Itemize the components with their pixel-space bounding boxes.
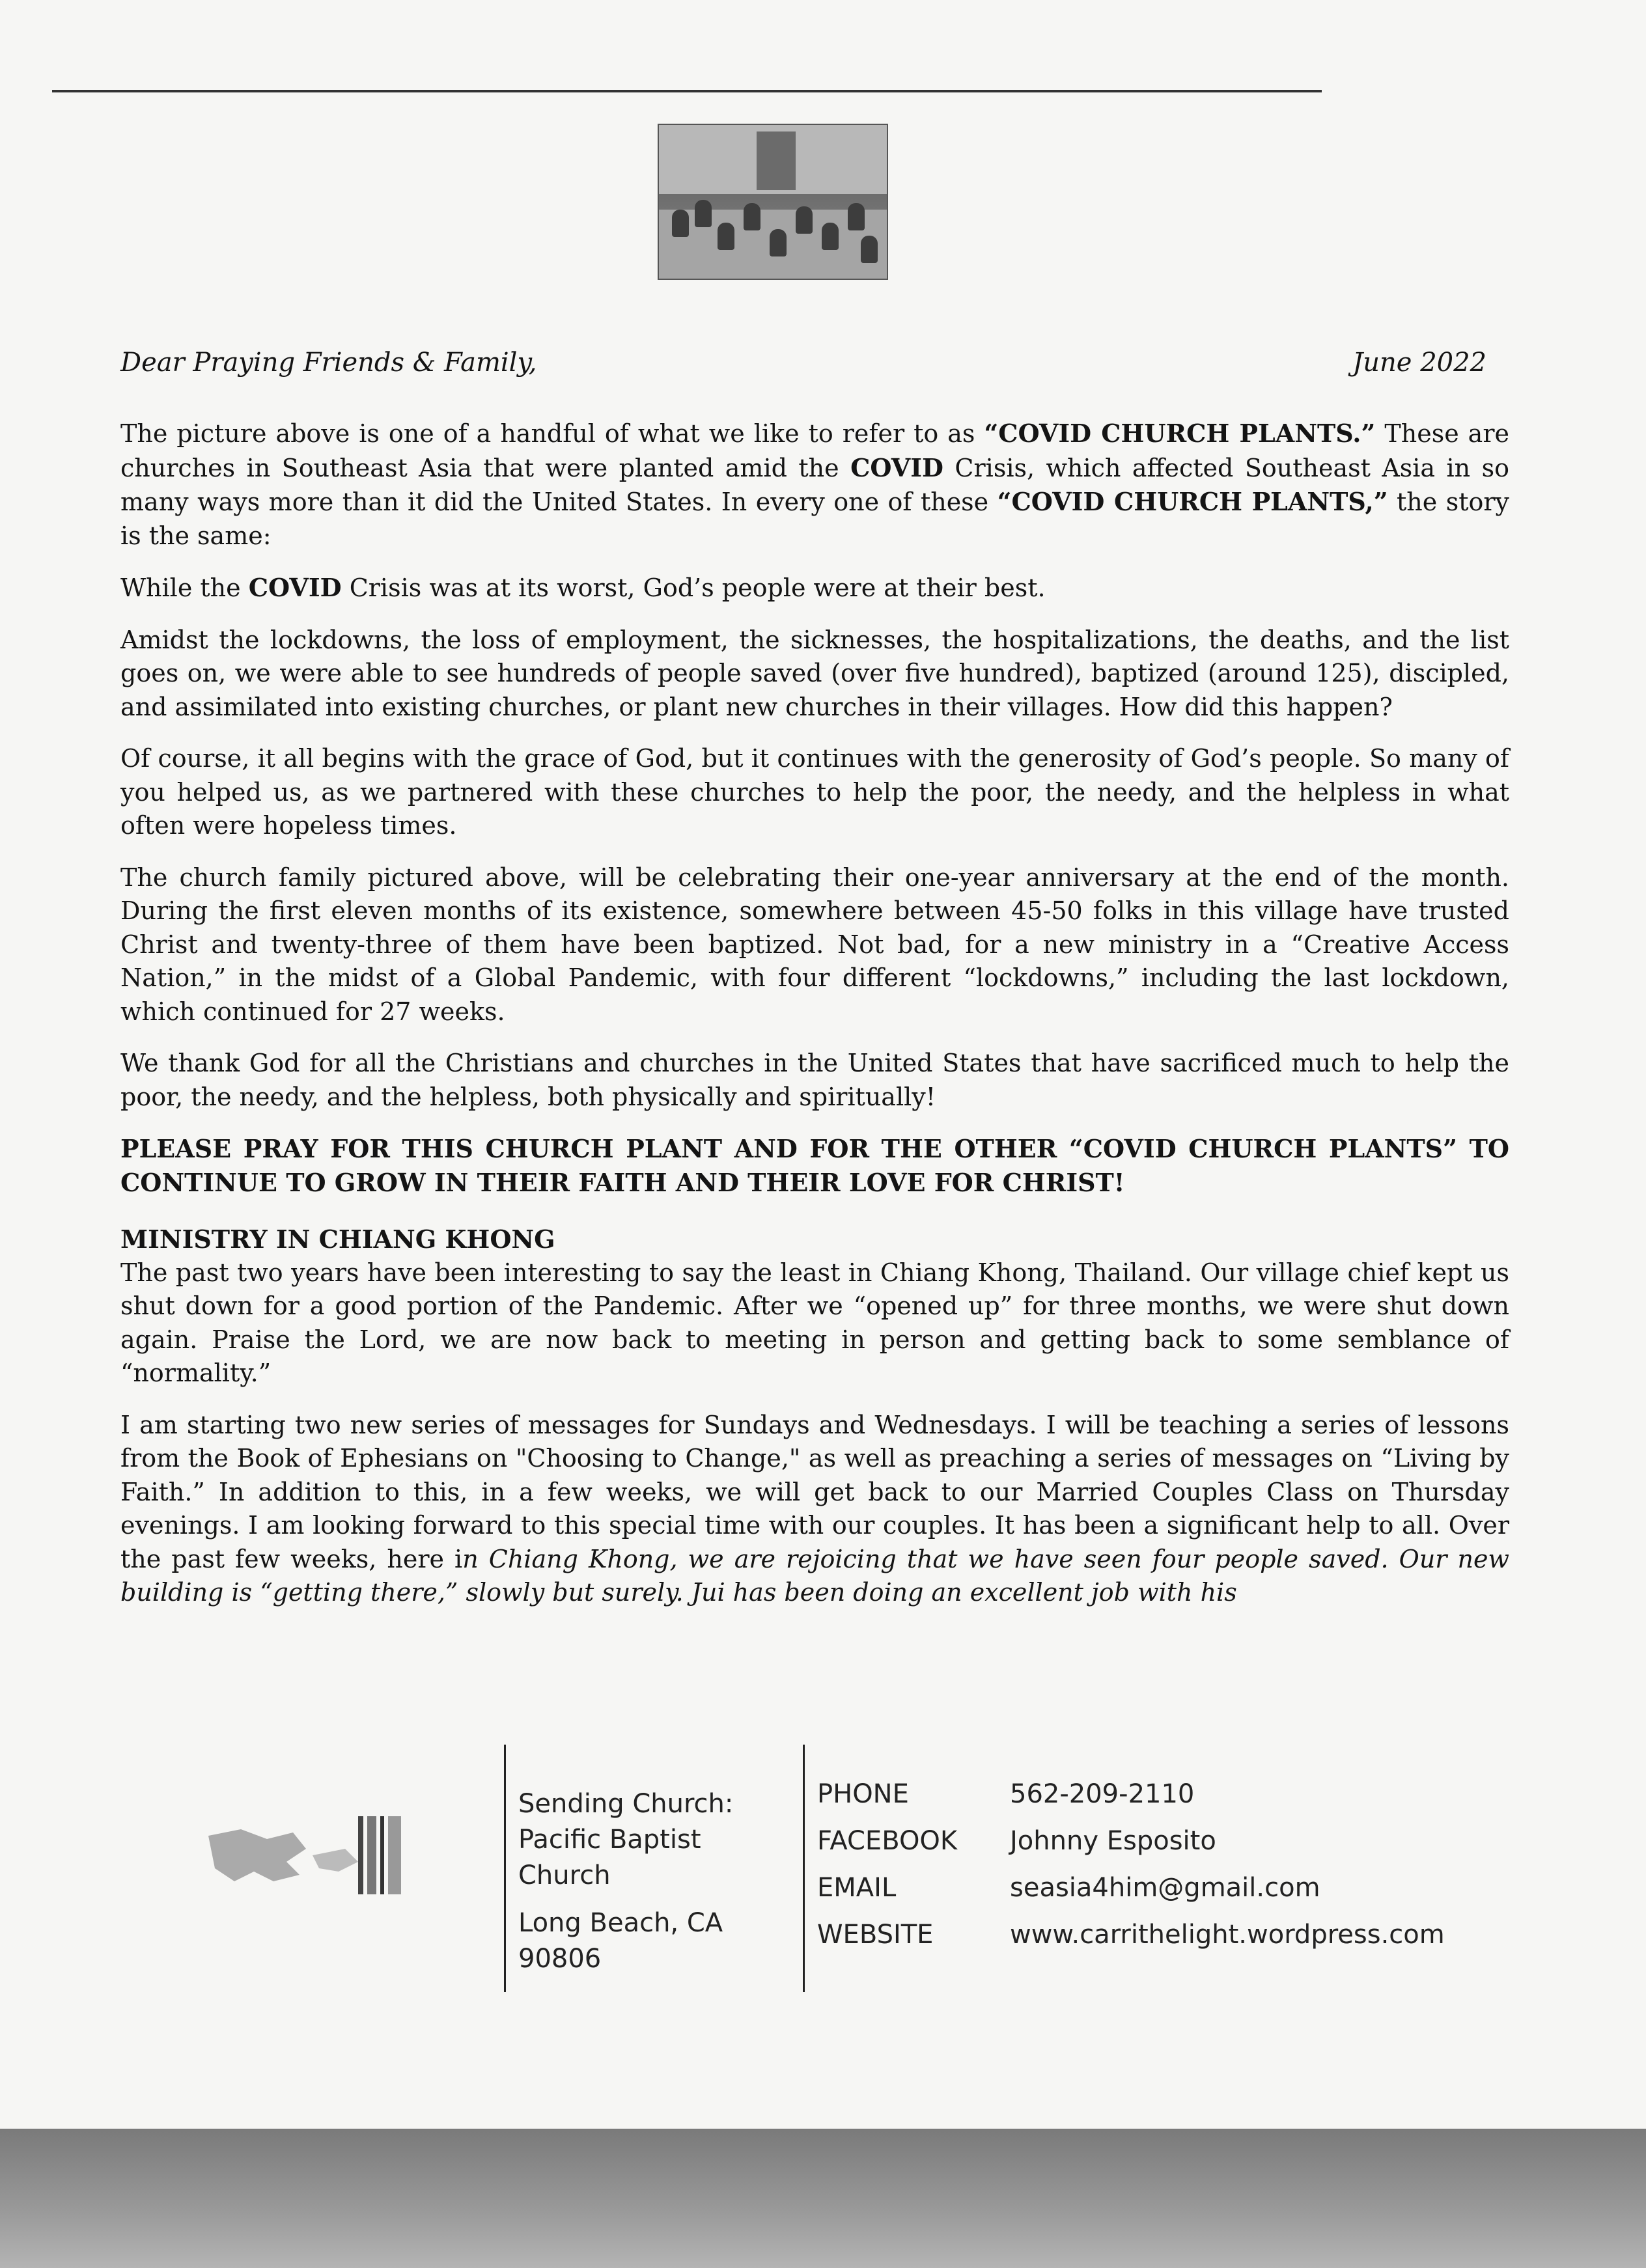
paragraph: While the COVID Crisis was at its worst, God’s people were at their best.	[120, 573, 1046, 602]
top-rule	[52, 90, 1322, 92]
paragraph: Amidst the lockdowns, the loss of employment, the sicknesses, the hospitalizations, the deaths, and the list goes on, we were able to see hundreds of people saved (over five hundred), baptized (around 125), discipled, and assimilated into existing churches, or plant new churches in their villages. How did this happen?	[120, 625, 1509, 721]
letter-date: June 2022	[1352, 348, 1486, 378]
paragraph: The past two years have been interesting to say the least in Chiang Khong, Thailand. Our village chief kept us shut down for a good portion of the Pandemic. After we “opened up” for three months, we were shut down again. Praise the Lord, we are now back to meeting in person and getting back to some semblance of “normality.”	[120, 1258, 1509, 1387]
prayer-request: PLEASE PRAY FOR THIS CHURCH PLANT AND FOR THE OTHER “COVID CHURCH PLANTS” TO CONTINUE TO GROW IN THEIR FAITH AND THEIR LOVE FOR CHRIST!	[120, 1134, 1509, 1197]
sending-church: Sending Church: Pacific Baptist Church Long Beach, CA 90806	[518, 1789, 734, 1974]
footer-divider	[504, 1745, 506, 1992]
salutation: Dear Praying Friends & Family,	[120, 348, 537, 378]
letter-body	[120, 417, 1509, 1628]
footer-divider	[803, 1745, 805, 1992]
contact-email: EMAIL seasia4him@gmail.com	[817, 1873, 1320, 1903]
paragraph: The picture above is one of a handful of what we like to refer to as “COVID CHURCH PLANTS.” These are churches in Southeast Asia that were planted amid the COVID Crisis, which affected Southeast Asia in so many ways more than it did the United States. In every one of these “COVID CHURCH PLANTS,” the story is the same:	[120, 419, 1509, 550]
contact-info	[817, 1771, 1445, 1958]
church-plant-photo	[658, 124, 888, 280]
contact-website: WEBSITE www.carrithelight.wordpress.com	[817, 1920, 1445, 1950]
paragraph: I am starting two new series of messages for Sundays and Wednesdays. I will be teaching a series of lessons from the Book of Ephesians on "Choosing to Change," as well as preaching a series of messages on “Living by Faith.” In addition to this, in a few weeks, we will get back to our Married Couples Class on Thursday evenings. I am looking forward to this special time with our couples. It has been a significant help to all. Over the past few weeks, here in Chiang Khong, we are rejoicing that we have seen four people saved. Our new building is “getting there,” slowly but surely. Jui has been doing an excellent job with his	[120, 1410, 1509, 1607]
contact-phone: PHONE 562-209-2110	[817, 1779, 1195, 1809]
section-heading: MINISTRY IN CHIANG KHONG	[120, 1224, 555, 1254]
southeast-asia-map-icon	[195, 1810, 430, 1907]
scan-shadow	[0, 2129, 1646, 2268]
contact-facebook: FACEBOOK Johnny Esposito	[817, 1826, 1216, 1856]
paragraph: We thank God for all the Christians and churches in the United States that have sacrificed much to help the poor, the needy, and the helpless, both physically and spiritually!	[120, 1049, 1509, 1111]
paragraph: Of course, it all begins with the grace of God, but it continues with the generosity of God’s people. So many of you helped us, as we partnered with these churches to help the poor, the needy, and the helpless in what often were hopeless times.	[120, 744, 1509, 840]
paragraph: The church family pictured above, will be celebrating their one-year anniversary at the end of the month. During the first eleven months of its existence, somewhere between 45-50 folks in this village have trusted Christ and twenty-three of them have been baptized. Not bad, for a new ministry in a “Creative Access Nation,” in the midst of a Global Pandemic, with four different “lockdowns,” including the last lockdown, which continued for 27 weeks.	[120, 863, 1509, 1026]
